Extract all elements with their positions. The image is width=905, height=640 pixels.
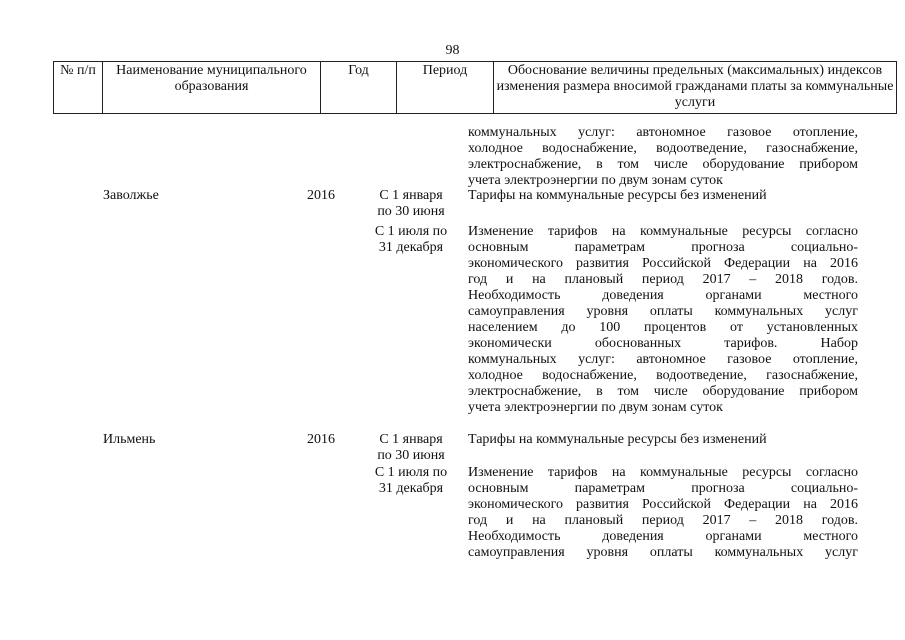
text-line: коммунальных услуг: автономное газовое отопление, bbox=[468, 352, 858, 367]
period-line: по 30 июня bbox=[377, 448, 445, 463]
text-line: экономически обоснованных тарифов. Набор bbox=[468, 336, 858, 351]
row-2-period-1 bbox=[366, 432, 456, 464]
row-1-basis-2 bbox=[468, 224, 858, 416]
row-1-period-2 bbox=[366, 224, 456, 256]
text-line: учета электроэнергии по двум зонам суток bbox=[468, 173, 723, 188]
text-line: Необходимость доведения органами местного bbox=[468, 288, 858, 303]
period-line: по 30 июня bbox=[377, 204, 445, 219]
row-2-period-2 bbox=[366, 465, 456, 497]
header-col-municipality: Наименование муниципального образования bbox=[103, 62, 321, 114]
text-line: самоуправления уровня оплаты коммунальных услуг bbox=[468, 304, 858, 319]
text-line: Необходимость доведения органами местного bbox=[468, 529, 858, 544]
text-line: основным параметрам прогноза социально- bbox=[468, 481, 858, 496]
text-line: электроснабжение, в том числе оборудование прибором bbox=[468, 384, 858, 399]
header-col-year: Год bbox=[321, 62, 397, 114]
period-line: 31 декабря bbox=[378, 481, 444, 496]
period-line: С 1 января bbox=[379, 188, 443, 203]
text-line: холодное водоснабжение, водоотведение, газоснабжение, bbox=[468, 368, 858, 383]
row-2-basis-1: Тарифы на коммунальные ресурсы без изменений bbox=[468, 432, 767, 447]
period-line: С 1 июля по bbox=[374, 465, 448, 480]
period-line: 31 декабря bbox=[378, 240, 444, 255]
text-line: Изменение тарифов на коммунальные ресурсы согласно bbox=[468, 224, 858, 239]
table-header bbox=[53, 61, 897, 114]
carryover-text bbox=[468, 125, 858, 189]
period-line: С 1 января bbox=[379, 432, 443, 447]
text-line: Изменение тарифов на коммунальные ресурсы согласно bbox=[468, 465, 858, 480]
text-line: холодное водоснабжение, водоотведение, газоснабжение, bbox=[468, 141, 858, 156]
text-line: электроснабжение, в том числе оборудование прибором bbox=[468, 157, 858, 172]
text-line: учета электроэнергии по двум зонам суток bbox=[468, 400, 723, 415]
text-line: год и на плановый период 2017 – 2018 годов. bbox=[468, 272, 858, 287]
text-line: основным параметрам прогноза социально- bbox=[468, 240, 858, 255]
row-1-municipality: Заволжье bbox=[103, 188, 159, 203]
row-1-basis-1: Тарифы на коммунальные ресурсы без изменений bbox=[468, 188, 767, 203]
text-line: год и на плановый период 2017 – 2018 годов. bbox=[468, 513, 858, 528]
row-2-basis-2 bbox=[468, 465, 858, 561]
text-line: населением до 100 процентов от установленных bbox=[468, 320, 858, 335]
row-2-municipality: Ильмень bbox=[103, 432, 156, 447]
page-number: 98 bbox=[445, 43, 460, 58]
text-line: экономического развития Российской Федерации на 2016 bbox=[468, 256, 858, 271]
header-col-basis: Обоснование величины предельных (максимальных) индексов изменения размера вносимой гражданами платы за коммунальные услуги bbox=[494, 62, 897, 114]
text-line: экономического развития Российской Федерации на 2016 bbox=[468, 497, 858, 512]
text-line: самоуправления уровня оплаты коммунальных услуг bbox=[468, 545, 858, 560]
row-1-period-1 bbox=[366, 188, 456, 220]
row-1-year: 2016 bbox=[307, 188, 335, 203]
header-col-period: Период bbox=[397, 62, 494, 114]
text-line: коммунальных услуг: автономное газовое отопление, bbox=[468, 125, 858, 140]
row-2-year: 2016 bbox=[307, 432, 335, 447]
header-col-number: № п/п bbox=[54, 62, 103, 114]
period-line: С 1 июля по bbox=[374, 224, 448, 239]
